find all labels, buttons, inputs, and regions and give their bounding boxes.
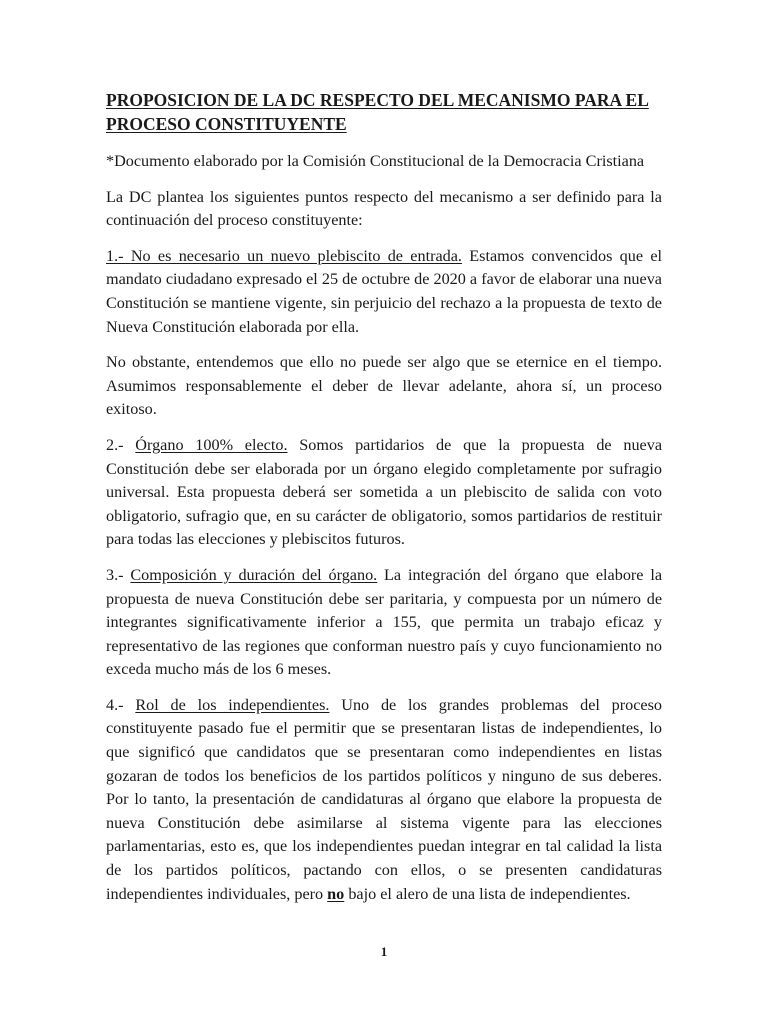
- document-byline: [106, 150, 662, 174]
- intro-text: La DC plantea los siguientes puntos respecto del mecanismo a ser definido para la continuación del proceso constituyente:: [106, 187, 662, 230]
- point-4-body-after: bajo el alero de una lista de independientes.: [348, 884, 631, 903]
- page-number: 1: [380, 944, 388, 959]
- point-3-heading: Composición y duración del órgano.: [130, 565, 378, 584]
- point-1-paragraph: [106, 245, 662, 339]
- document-title: PROPOSICION DE LA DC RESPECTO DEL MECANISMO PARA EL PROCESO CONSTITUYENTE: [106, 90, 649, 134]
- point-1-number: 1.-: [106, 246, 124, 265]
- point-4-paragraph: [106, 694, 662, 906]
- point-2-paragraph: [106, 434, 662, 552]
- point-1-followup-paragraph: [106, 351, 662, 422]
- point-1-followup-text: No obstante, entendemos que ello no puede ser algo que se eternice en el tiempo. Asumimos responsablemente el deber de llevar adelante, ahora sí, un proceso exitoso.: [106, 353, 662, 419]
- point-1-heading-text: No es necesario un nuevo plebiscito de entrada.: [130, 246, 462, 265]
- byline-text: *Documento elaborado por la Comisión Constitucional de la Democracia Cristiana: [106, 152, 645, 170]
- point-3-number: 3.-: [106, 565, 124, 584]
- point-3-paragraph: [106, 564, 662, 682]
- point-2-heading: Órgano 100% electo.: [135, 435, 288, 454]
- point-1-heading: [106, 247, 462, 265]
- point-4-body-before: Uno de los grandes problemas del proceso constituyente pasado fue el permitir que se presentaran listas de independientes, lo que significó que candidatos que se presentaran como independientes en listas gozaran de todos los beneficios de los partidos políticos y ninguno de sus deberes. Por lo tanto, la presentación de candidaturas al órgano que elabore la propuesta de nueva Constitución debe asimilarse al sistema vigente para las elecciones parlamentarias, esto es, que los independientes puedan integrar en tal calidad la lista de los partidos políticos, pactando con ellos, o se presenten candidaturas independientes individuales, pero: [106, 695, 663, 903]
- point-4-number: 4.-: [106, 695, 124, 714]
- point-4-emphasis: no: [327, 884, 345, 903]
- point-1-body: Estamos convencidos que el mandato ciudadano expresado el 25 de octubre de 2020 a favor de elaborar una nueva Constitución se mantiene vigente, sin perjuicio del rechazo a la propuesta de texto de Nueva Constitución elaborada por ella.: [106, 246, 663, 336]
- intro-paragraph: [106, 186, 662, 233]
- point-4-heading: Rol de los independientes.: [135, 695, 330, 714]
- point-3-body: La integración del órgano que elabore la propuesta de nueva Constitución debe ser paritaria, y compuesta por un número de integrantes significativamente inferior a 155, que permita un trabajo eficaz y representativo de las regiones que conforman nuestro país y cuyo funcionamiento no exceda mucho más de los 6 meses.: [106, 565, 663, 679]
- point-2-number: 2.-: [106, 435, 124, 454]
- point-2-body: Somos partidarios de que la propuesta de nueva Constitución debe ser elaborada por un órgano elegido completamente por sufragio universal. Esta propuesta deberá ser sometida a un plebiscito de salida con voto obligatorio, sufragio que, en su carácter de obligatorio, somos partidarios de restituir para todas las elecciones y plebiscitos futuros.: [106, 435, 662, 549]
